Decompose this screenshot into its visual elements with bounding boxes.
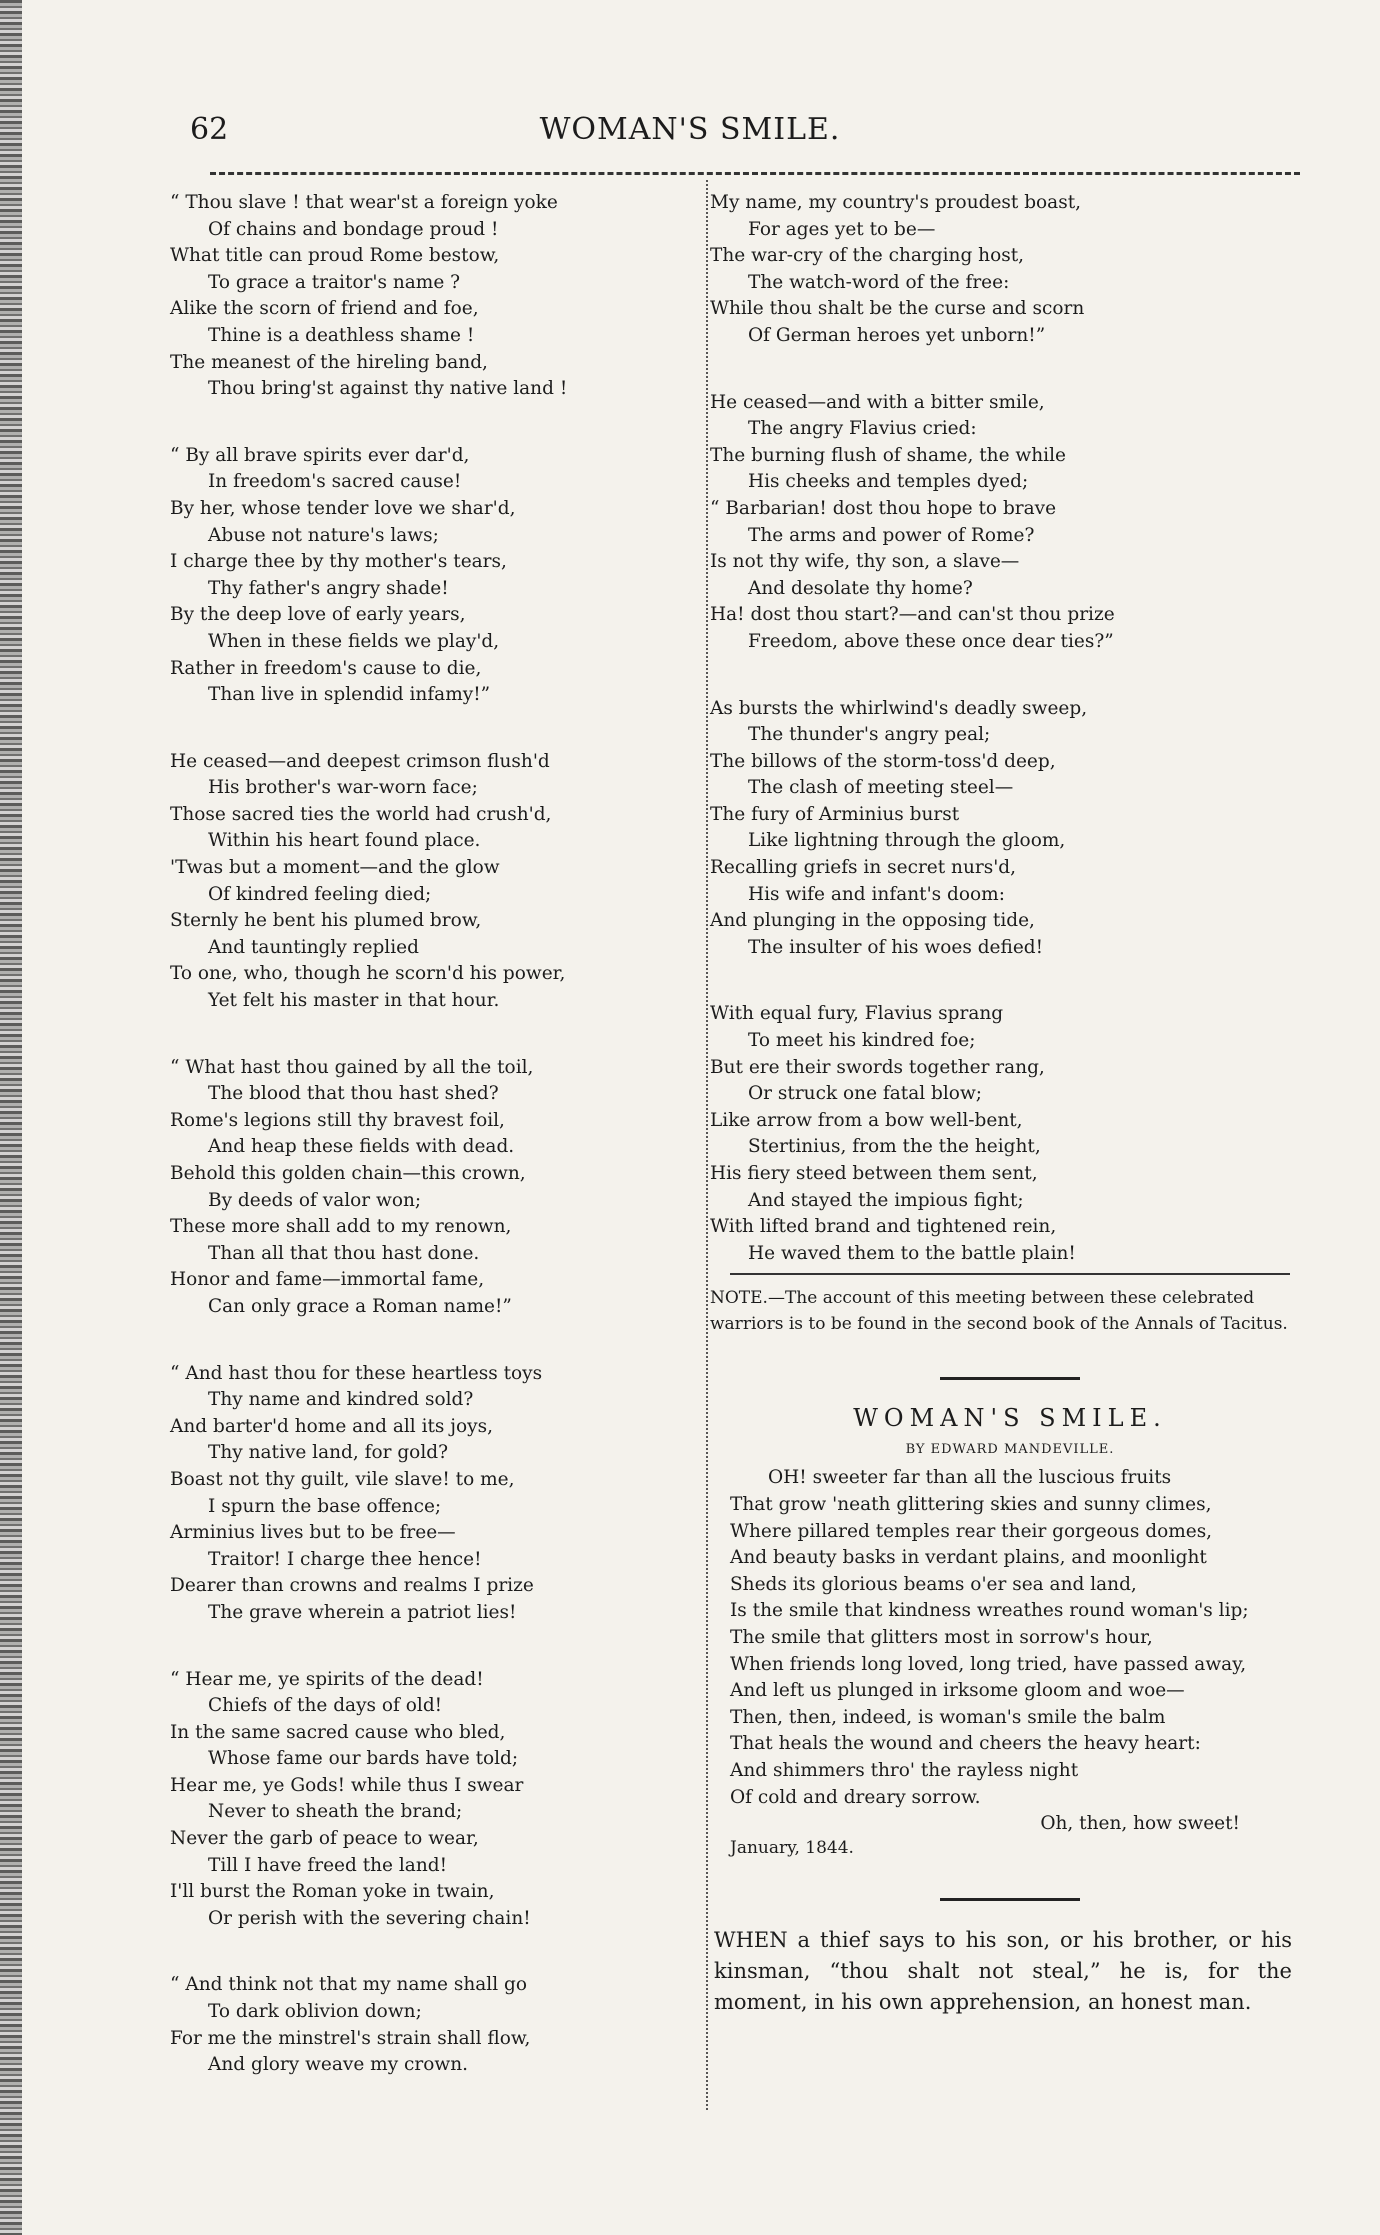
poem-line: The grave wherein a patriot lies! [208,1601,517,1623]
poem-line: Oh, then, how sweet! [1040,1813,1240,1835]
section-rule-2 [940,1898,1080,1901]
poem-line: As bursts the whirlwind's deadly sweep, [710,697,1088,719]
poem-title: WOMAN'S SMILE. [853,1404,1167,1433]
stanza [710,190,1310,350]
header-rule [210,172,1300,175]
poem-line: His cheeks and temples dyed; [748,471,1029,493]
poem-line: Or perish with the severing chain! [208,1907,531,1929]
poem-line: While thou shalt be the curse and scorn [710,298,1085,320]
poem-line: Never to sheath the brand; [208,1801,463,1823]
poem-line: To dark oblivion down; [208,2001,422,2023]
poem-line: Where pillared temples rear their gorgeous domes, [730,1520,1213,1542]
poem-line: The arms and power of Rome? [748,524,1035,546]
poem-line: Chiefs of the days of old! [208,1695,443,1717]
poem-line: Thy native land, for gold? [208,1442,448,1464]
poem-line: The billows of the storm-toss'd deep, [710,750,1056,772]
left-column [170,190,690,2079]
poem-line: I'll burst the Roman yoke in twain, [170,1881,495,1903]
poem-line: These more shall add to my renown, [170,1216,512,1238]
poem-line: And glory weave my crown. [208,2054,469,2076]
poem-line: Recalling griefs in secret nurs'd, [710,857,1017,879]
poem-line: To grace a traitor's name ? [208,271,461,293]
poem-line: Like arrow from a bow well-bent, [710,1109,1023,1131]
poem-line: And tauntingly replied [208,936,419,958]
poem-line: What title can proud Rome bestow, [170,245,500,267]
poem-line: Rome's legions still thy bravest foil, [170,1109,505,1131]
poem-line: Traitor! I charge thee hence! [208,1548,482,1570]
poem-line: Honor and fame—immortal fame, [170,1269,485,1291]
poem-line: Stertinius, from the the height, [748,1136,1041,1158]
poem-line: Whose fame our bards have told; [208,1748,519,1770]
stanza [170,443,690,709]
stanza [170,190,690,403]
poem-line: His wife and infant's doom: [748,883,1005,905]
poem-line: Hear me, ye Gods! while thus I swear [170,1774,524,1796]
poem-line: Of German heroes yet unborn!” [748,324,1046,346]
poem-line: He ceased—and with a bitter smile, [710,391,1045,413]
stanza [170,1055,690,1321]
stanza [710,390,1310,656]
poem-line: For me the minstrel's strain shall flow, [170,2027,531,2049]
poem-line: And shimmers thro' the rayless night [730,1759,1079,1781]
closing-paragraph: WHEN a thief says to his son, or his brother, or his kinsman, “thou shalt not steal,” he is, for the moment, in his own apprehension, an honest man. [714,1927,1292,2014]
poem-line: Of kindred feeling died; [208,883,432,905]
poem-line: Yet felt his master in that hour. [208,990,500,1012]
poem-line: And desolate thy home? [748,577,973,599]
poem-line: And plunging in the opposing tide, [710,910,1035,932]
poem-line: “ Thou slave ! that wear'st a foreign yoke [170,192,558,213]
page-number: 62 [190,112,229,147]
poem-line: And stayed the impious fight; [748,1189,1024,1211]
poem-line: His brother's war-worn face; [208,777,478,799]
poem-line: “ By all brave spirits ever dar'd, [170,444,470,466]
poem-line: “ Barbarian! dost thou hope to brave [710,497,1057,519]
poem-line: “ Hear me, ye spirits of the dead! [170,1668,484,1690]
poem-woman-smile [710,1465,1310,1837]
stanza [170,749,690,1015]
poem-line: Is not thy wife, thy son, a slave— [710,551,1020,573]
poem-line: Than live in splendid infamy!” [208,684,491,706]
poem-line: Those sacred ties the world had crush'd, [170,803,552,825]
poem-line: With lifted brand and tightened rein, [710,1216,1057,1238]
footnote: NOTE.—The account of this meeting between these celebrated warriors is to be found in the second book of the Annals of Tacitus. [710,1288,1288,1335]
poem-line: The watch-word of the free: [748,271,1010,293]
poem-line: Then, then, indeed, is woman's smile the balm [730,1706,1166,1728]
poem-line: By her, whose tender love we shar'd, [170,497,516,519]
stanza [710,696,1310,962]
poem-line: Is the smile that kindness wreathes round woman's lip; [730,1600,1249,1622]
page-binding-edge [0,0,22,2235]
poem-line: Rather in freedom's cause to die, [170,657,482,679]
poem-line: Like lightning through the gloom, [748,830,1066,852]
poem-line: “ And think not that my name shall go [170,1974,527,1996]
poem-line: The burning flush of shame, the while [710,444,1066,466]
poem-line: When in these fields we play'd, [208,630,500,652]
poem-line: Of cold and dreary sorrow. [730,1786,981,1808]
poem-line: “ What hast thou gained by all the toil, [170,1056,534,1078]
poem-line: By deeds of valor won; [208,1189,422,1211]
poem-line: But ere their swords together rang, [710,1056,1045,1078]
poem-line: And barter'd home and all its joys, [170,1415,494,1437]
poem-line: OH! sweeter far than all the luscious fruits [768,1467,1172,1489]
poem-line: For ages yet to be— [748,218,936,240]
poem-line: By the deep love of early years, [170,604,466,626]
poem-line: I charge thee by thy mother's tears, [170,551,507,573]
poem-line: That grow 'neath glittering skies and sunny climes, [730,1493,1212,1515]
poem-line: The thunder's angry peal; [748,724,991,746]
poem-line: The insulter of his woes defied! [748,936,1044,958]
poem-line: Thine is a deathless shame ! [208,324,475,346]
column-divider [706,180,708,2110]
poem-line: The fury of Arminius burst [710,803,960,825]
poem-line: The smile that glitters most in sorrow's hour, [730,1626,1153,1648]
poem-line: With equal fury, Flavius sprang [710,1003,1004,1025]
stanza [170,1361,690,1627]
poem-line: Alike the scorn of friend and foe, [170,298,479,320]
note-rule [730,1273,1290,1275]
stanza [170,1972,690,2078]
poem-line: Sheds its glorious beams o'er sea and land, [730,1573,1137,1595]
poem-line: Thou bring'st against thy native land ! [208,378,568,400]
poem-line: The war-cry of the charging host, [710,245,1025,267]
poem-line: Or struck one fatal blow; [748,1083,983,1105]
poem-line: To one, who, though he scorn'd his power, [170,963,566,985]
poem-line: 'Twas but a moment—and the glow [170,857,500,879]
poem-line: Never the garb of peace to wear, [170,1828,479,1850]
poem-line: Than all that thou hast done. [208,1242,480,1264]
right-column [710,190,1310,2039]
section-rule [940,1377,1080,1380]
poem-line: In the same sacred cause who bled, [170,1721,506,1743]
poem-line: Freedom, above these once dear ties?” [748,630,1114,652]
poem-line: My name, my country's proudest boast, [710,192,1082,213]
poem-line: I spurn the base offence; [208,1495,442,1517]
poem-line: Within his heart found place. [208,830,481,852]
poem-line: Dearer than crowns and realms I prize [170,1575,534,1597]
running-title: WOMAN'S SMILE. [539,112,841,147]
poem-line: Till I have freed the land! [208,1854,448,1876]
poem-line: The clash of meeting steel— [748,777,1014,799]
page-header [190,112,1190,152]
poem-line: When friends long loved, long tried, have passed away, [730,1653,1247,1675]
poem-line: Boast not thy guilt, vile slave! to me, [170,1468,515,1490]
poem-line: That heals the wound and cheers the heavy heart: [730,1733,1201,1755]
poem-line: And left us plunged in irksome gloom and woe— [730,1680,1185,1702]
poem-line: Of chains and bondage proud ! [208,218,499,240]
stanza [710,1001,1310,1267]
poem-line: And beauty basks in verdant plains, and moonlight [730,1547,1207,1569]
poem-line: Thy name and kindred sold? [208,1389,474,1411]
poem-line: Thy father's angry shade! [208,577,449,599]
poem-line: He ceased—and deepest crimson flush'd [170,750,550,772]
poem-line: Arminius lives but to be free— [170,1522,456,1544]
poem-line: He waved them to the battle plain! [748,1242,1076,1264]
poem-line: Ha! dost thou start?—and can'st thou prize [710,604,1115,626]
poem-line: The meanest of the hireling band, [170,351,488,373]
poem-line: His fiery steed between them sent, [710,1163,1038,1184]
stanza [170,1667,690,1933]
poem-line: The blood that thou hast shed? [208,1083,499,1105]
poem-line: “ And hast thou for these heartless toys [170,1362,543,1384]
poem-line: Can only grace a Roman name!” [208,1295,512,1317]
poem-continuation [710,190,1310,1267]
poem-line: Abuse not nature's laws; [208,524,439,546]
poem-line: In freedom's sacred cause! [208,471,462,493]
poem-date: January, 1844. [730,1837,854,1858]
poem-line: The angry Flavius cried: [748,418,977,440]
poem-byline: BY EDWARD MANDEVILLE. [905,1442,1115,1458]
poem-line: Behold this golden chain—this crown, [170,1163,526,1184]
poem-line: Sternly he bent his plumed brow, [170,910,482,932]
poem-line: And heap these fields with dead. [208,1136,515,1158]
poem-line: To meet his kindred foe; [748,1030,976,1052]
